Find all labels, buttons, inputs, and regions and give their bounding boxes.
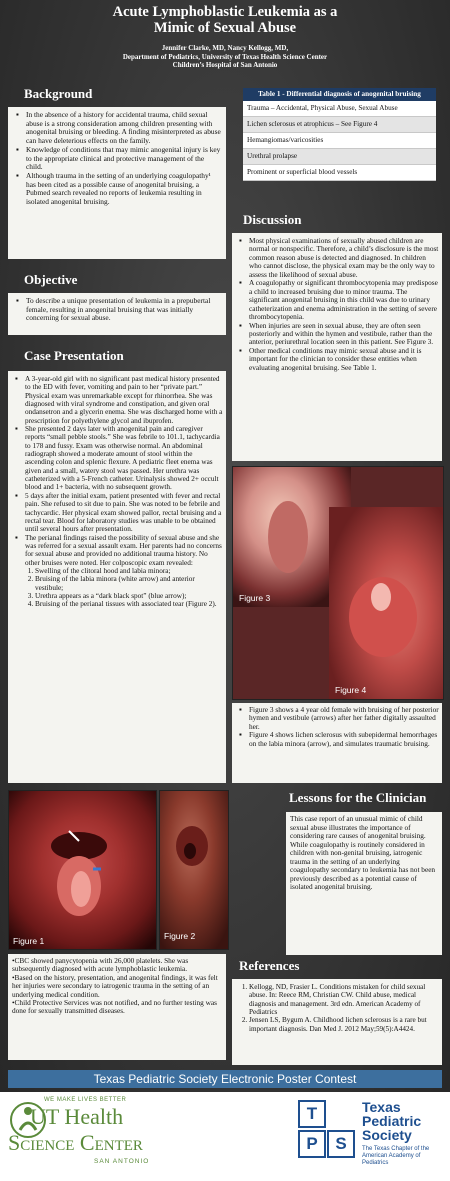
table-row: Trauma – Accidental, Physical Abuse, Sexual Abuse [243,101,436,117]
table-row: Urethral prolapse [243,149,436,165]
case-heading: Case Presentation [24,348,124,363]
figure-2-label: Figure 2 [164,931,196,941]
case-results-panel [8,954,226,1060]
finding-item: 1. Swelling of the clitoral hood and labia minora; [35,567,223,575]
discussion-item: ▪ When injuries are seen in sexual abuse, they are often seen posteriorly and within the hymen and vestibule, rather than the anterior, periurethral location seen in this patient. See Figure 3. [249,322,439,347]
reference-item: 1. Kellogg, ND, Frasier L. Conditions mistaken for child sexual abuse. In: Reece RM, Christian CW. Child abuse, medical diagnosis and management. 3rd edn. American Academy of Pediatrics [249,983,439,1016]
uthscsa-city: SAN ANTONIO [94,1158,150,1165]
contest-banner: Texas Pediatric Society Electronic Poster Contest [8,1070,442,1088]
figure-note: ▪ Figure 3 shows a 4 year old female with bruising of her posterior hymen and vestibule (arrows) after her father digitally assaulted her. [249,706,439,731]
background-panel [8,107,226,259]
references-heading: References [239,958,300,973]
tps-block-p: P [298,1130,326,1158]
poster-title [0,4,450,36]
tps-name-3: Society [362,1127,412,1143]
tps-subtitle: The Texas Chapter of the American Academy of Pediatrics [362,1146,430,1166]
case-item: ▪ A 3-year-old girl with no significant past medical history presented to the ED with fever, vomiting and pain to her “private part.” Physical exam was unremarkable except for rhinorrhea. She was diagnosed with viral syndrome and constipation, and given oral ondansetron and a glycerin enema. She was discharged home with a prescription for polyethylene glycol and ibuprofen. [25,375,223,425]
uthscsa-name-2: Science Center [8,1130,143,1155]
figure-notes-panel [232,703,442,783]
figure-4-label: Figure 4 [335,685,367,695]
case-panel [8,371,226,783]
background-item: ▪ Although trauma in the setting of an underlying coagulopathy¹ has been cited as a possible cause of anogenital bruising, a Pubmed search revealed no reports of leukemia resulting in isolated anogenital bruising. [26,172,222,207]
discussion-item: ▪ Other medical conditions may mimic sexual abuse and it is important for the clinician to consider these entities when evaluating anogenital bruising. See Table 1. [249,347,439,372]
authors-line: Jennifer Clarke, MD, Nancy Kellogg, MD, [161,44,289,52]
figure-1-photo [8,790,157,950]
figure-3-4-photo [232,466,444,700]
reference-item: 2. Jensen LS, Bygum A. Childhood lichen sclerosus is a rare but important diagnosis. Dan Med J. 2012 May;59(5):A4424. [249,1016,439,1033]
title-line-2: Mimic of Sexual Abuse [153,20,297,36]
finding-item: 2. Bruising of the labia minora (white arrow) and anterior vestibule; [35,575,223,592]
tps-block-t: T [298,1100,326,1128]
objective-panel [8,293,226,335]
figure-2-photo [159,790,229,950]
lessons-heading: Lessons for the Clinician [289,790,427,805]
colposcopic-findings-list [11,567,223,609]
figure-1-label: Figure 1 [13,936,45,946]
lessons-panel: This case report of an unusual mimic of child sexual abuse illustrates the importance of considering rare causes of anogenital bruising. While coagulopathy is routinely considered in children with non-genital bruising, iatrogenic trauma in the setting of an underlying coagulopathy secondary to leukemia has not been previously described as a potential cause of isolated anogenital bruising. [286,812,442,955]
background-item: ▪ Knowledge of conditions that may mimic anogenital injury is key to the appropriate clinical and protective management of the child. [26,146,222,172]
figure-1-image [9,791,156,949]
differential-diagnosis-table [243,88,436,181]
background-item: ▪ In the absence of a history for accidental trauma, child sexual abuse is a strong consideration among children presenting with anogenital bruising or bleeding. A finding misinterpreted as abuse can have deleterious effects on the family. [26,111,222,146]
discussion-heading: Discussion [243,212,302,227]
figure-2-image [160,791,228,949]
tps-name-2: Pediatric [362,1113,422,1129]
figure-3-label: Figure 3 [239,593,271,603]
background-heading: Background [24,86,93,101]
result-item: •Based on the history, presentation, and anogenital findings, it was felt her injuries were secondary to iatrogenic trauma in the setting of an underlying medical condition. [12,972,218,999]
footer-logos [0,1092,450,1181]
title-line-1: Acute Lymphoblastic Leukemia as a [112,4,338,20]
tps-name [362,1100,421,1142]
case-item: ▪ She presented 2 days later with anogenital pain and caregiver reports “small pebble stools.” She was febrile to 101.1, tachycardia to 178 and fussy. Exam was otherwise normal. An abdominal radiograph showed a moderate amount of stool within the ascending colon and splenic flexure. A pediatric fleet enema was given and a small, watery stool was passed. Her urethra was catheterized with a 5-French catheter. Urinalysis showed 2+ occult blood and 1+ bacteria, with no subsequent growth. [25,425,223,492]
objective-heading: Objective [24,272,78,287]
uthscsa-tagline: WE MAKE LIVES BETTER [44,1097,127,1103]
table-title: Table 1 - Differential diagnosis of anogenital bruising [243,88,436,101]
discussion-panel [232,233,442,461]
figure-3-4-image [233,467,443,699]
tps-block-s: S [327,1130,355,1158]
hospital-line: Children’s Hospital of San Antonio [172,61,278,70]
tps-blocks-logo [298,1100,356,1162]
discussion-item: ▪ A coagulopathy or significant thrombocytopenia may predispose a child to increased bruising due to minor trauma. The significant anogenital bruising in this child was due to urinary catheterization and enema administration in the setting of severe thrombocytopenia. [249,279,439,321]
tps-name-1: Texas [362,1099,401,1115]
case-item: ▪ The perianal findings raised the possibility of sexual abuse and she was referred for a sexual assault exam. Her parents had no concerns for sexual abuse and provided no additional trauma history. No other bruises were noted. Her colposcopic exam revealed: [25,534,223,567]
table-row: Lichen sclerosus et atrophicus – See Figure 4 [243,117,436,133]
references-panel [232,979,442,1065]
department-line: Department of Pediatrics, University of Texas Health Science Center [122,52,328,61]
finding-item: 3. Urethra appears as a “dark black spot” (blue arrow); [35,592,223,600]
discussion-item: ▪ Most physical examinations of sexually abused children are normal or nonspecific. Therefore, a child’s disclosure is the most common reason abuse is detected and diagnosed. In children who cannot disclose, the physical exam may be the only way to assess the likelihood of sexual abuse. [249,237,439,279]
table-row: Hemangiomas/varicosities [243,133,436,149]
figure-note: ▪ Figure 4 shows lichen sclerosus with subepidermal hemorrhages on the labia minora (arrow), and simulates traumatic bruising. [249,731,439,748]
finding-item: 4. Bruising of the perianal tissues with associated tear (Figure 2). [35,600,223,608]
result-item: •CBC showed panycytopenia with 26,000 platelets. She was subsequently diagnosed with acute lymphoblastic leukemia. [12,956,189,974]
uthscsa-name-1: UT Health [30,1104,124,1129]
poster-authors [0,44,450,70]
table-row: Prominent or superficial blood vessels [243,165,436,181]
result-item: •Child Protective Services was not notified, and no further testing was done for sexually transmitted diseases. [12,998,218,1016]
case-item: ▪ 5 days after the initial exam, patient presented with fever and rectal pain. She refused to sit due to pain. She was noted to be febrile and tachycardic. Her physical exam showed pallor, rectal bruising and a rectal tear. Blood for laboratory studies was unable to be obtained until several hours after presentation. [25,492,223,534]
objective-item: ▪ To describe a unique presentation of leukemia in a prepubertal female, resulting in anogenital bruising that was initially concerning for sexual abuse. [26,297,222,323]
